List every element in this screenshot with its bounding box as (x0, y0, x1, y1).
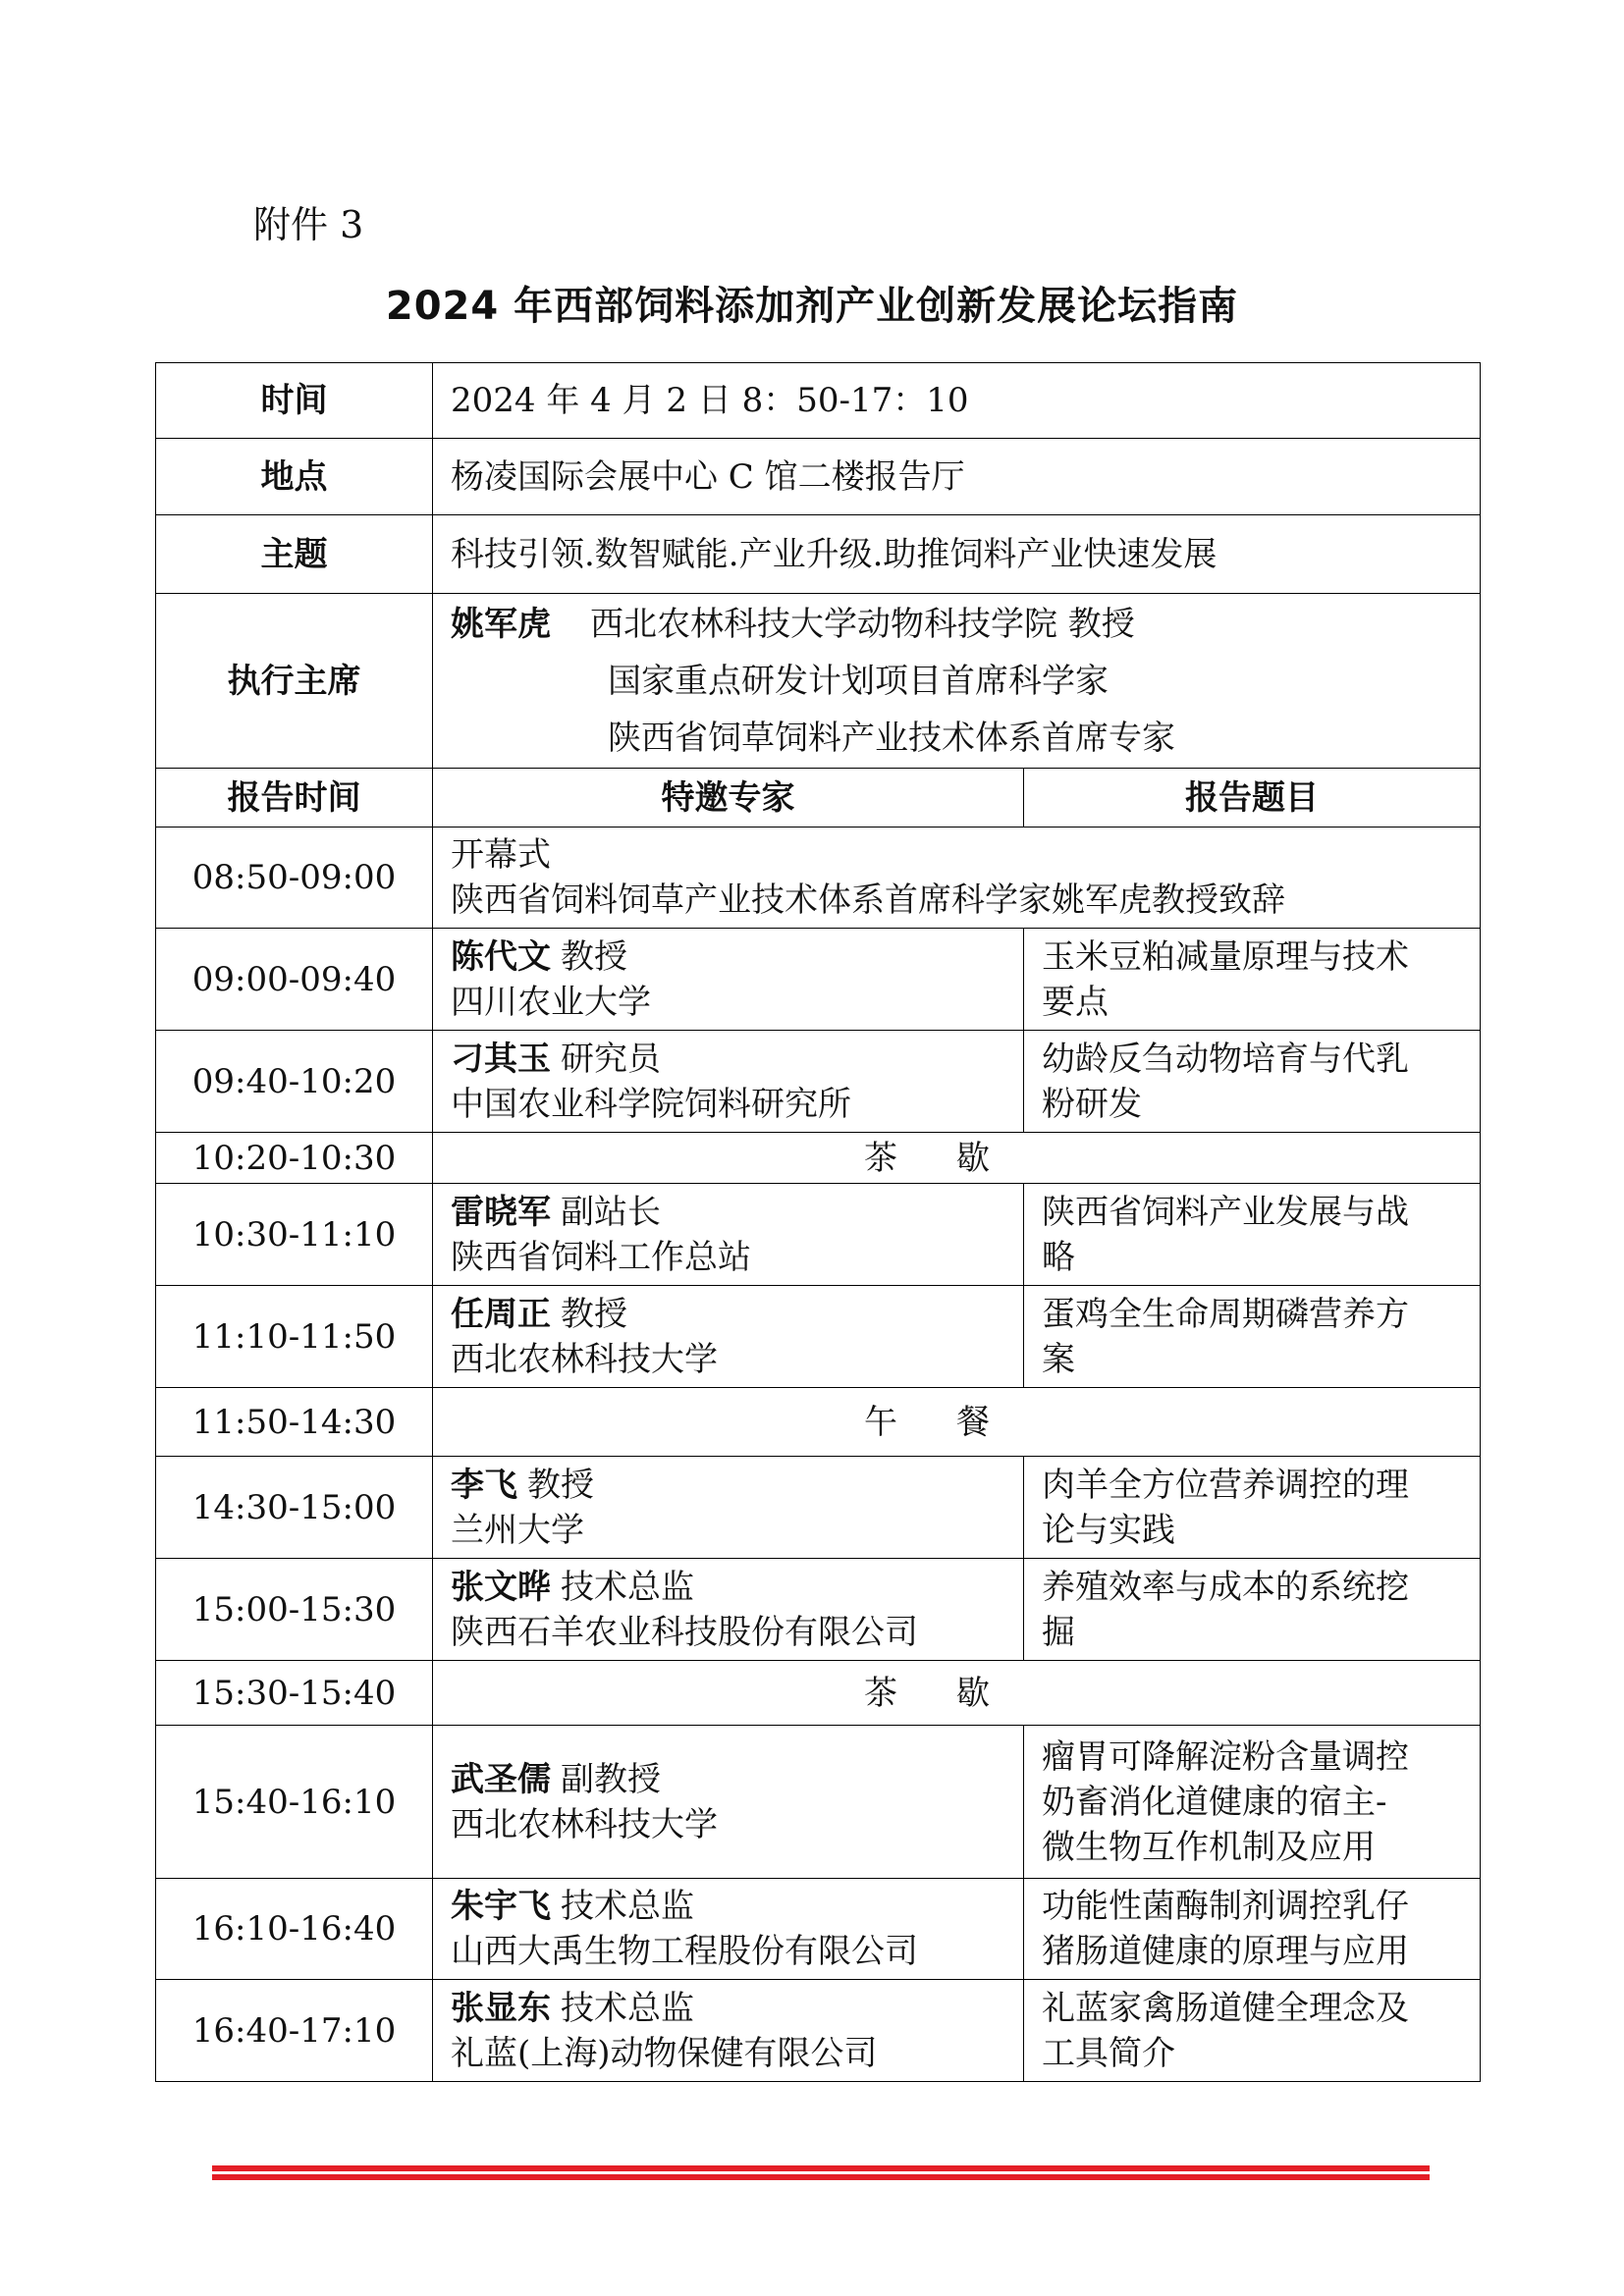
chair-cell (433, 594, 1481, 769)
topic-line: 微生物互作机制及应用 (1042, 1827, 1376, 1867)
topic-cell (1024, 1031, 1481, 1133)
topic-line: 瘤胃可降解淀粉含量调控 (1042, 1736, 1409, 1777)
theme-label: 主题 (156, 515, 433, 594)
footer-red-line (212, 2165, 1430, 2171)
expert-title: 副教授 (561, 1759, 661, 1799)
expert-org: 陕西省饲料工作总站 (451, 1237, 751, 1277)
place-row (156, 439, 1481, 515)
expert-cell (433, 1726, 1024, 1879)
topic-line: 幼龄反刍动物培育与代乳 (1042, 1039, 1409, 1079)
expert-cell (433, 1457, 1024, 1559)
attachment-label: 附件 3 (253, 203, 364, 246)
theme-value: 科技引领.数智赋能.产业升级.助推饲料产业快速发展 (433, 515, 1481, 594)
expert-name: 陈代文 (451, 936, 551, 977)
topic-line: 略 (1042, 1237, 1075, 1277)
header-time: 报告时间 (156, 769, 433, 828)
session-row (156, 1457, 1481, 1559)
expert-org: 兰州大学 (451, 1510, 584, 1550)
session-time: 16:40-17:10 (156, 1980, 433, 2082)
session-time: 09:00-09:40 (156, 929, 433, 1031)
topic-cell (1024, 1457, 1481, 1559)
expert-org: 西北农林科技大学 (451, 1339, 718, 1379)
expert-name: 刁其玉 (451, 1039, 551, 1079)
break-label: 茶歇 (433, 1133, 1481, 1184)
expert-title: 技术总监 (561, 1988, 694, 2028)
forum-schedule-table (155, 362, 1481, 2082)
expert-title: 技术总监 (561, 1887, 694, 1926)
expert-cell (433, 1980, 1024, 2082)
expert-cell (433, 1286, 1024, 1388)
session-time: 09:40-10:20 (156, 1031, 433, 1133)
opening-cell (433, 828, 1481, 929)
expert-name: 武圣儒 (451, 1759, 551, 1799)
session-time: 15:00-15:30 (156, 1559, 433, 1661)
session-time: 11:50-14:30 (156, 1388, 433, 1457)
topic-line: 陕西省饲料产业发展与战 (1042, 1192, 1409, 1232)
topic-line: 猪肠道健康的原理与应用 (1042, 1932, 1409, 1971)
topic-line: 肉羊全方位营养调控的理 (1042, 1465, 1409, 1505)
expert-name: 任周正 (451, 1294, 551, 1334)
session-time: 15:40-16:10 (156, 1726, 433, 1879)
topic-line: 工具简介 (1042, 2033, 1175, 2073)
topic-line: 粉研发 (1042, 1084, 1142, 1124)
session-time: 11:10-11:50 (156, 1286, 433, 1388)
document-title: 2024 年西部饲料添加剂产业创新发展论坛指南 (385, 284, 1239, 329)
session-time: 15:30-15:40 (156, 1661, 433, 1726)
topic-line: 蛋鸡全生命周期磷营养方 (1042, 1294, 1409, 1334)
expert-title: 技术总监 (561, 1567, 694, 1607)
header-expert: 特邀专家 (433, 769, 1024, 828)
chair-name: 姚军虎 (451, 604, 551, 644)
session-time: 08:50-09:00 (156, 828, 433, 929)
expert-name: 朱宇飞 (451, 1887, 551, 1926)
expert-cell (433, 1559, 1024, 1661)
topic-line: 礼蓝家禽肠道健全理念及 (1042, 1988, 1409, 2028)
opening-row (156, 828, 1481, 929)
expert-cell (433, 1879, 1024, 1980)
opening-line: 开幕式 (451, 835, 551, 875)
topic-line: 掘 (1042, 1612, 1075, 1652)
place-value: 杨凌国际会展中心 C 馆二楼报告厅 (433, 439, 1481, 515)
session-row (156, 1726, 1481, 1879)
header-topic: 报告题目 (1024, 769, 1481, 828)
expert-org: 四川农业大学 (451, 982, 651, 1022)
expert-title: 教授 (561, 936, 627, 977)
expert-name: 张文晔 (451, 1567, 551, 1607)
header-row (156, 769, 1481, 828)
session-row (156, 1031, 1481, 1133)
topic-cell (1024, 1184, 1481, 1286)
expert-cell (433, 929, 1024, 1031)
chair-line: 陕西省饲草饲料产业技术体系首席专家 (608, 718, 1175, 758)
topic-line: 养殖效率与成本的系统挖 (1042, 1567, 1409, 1607)
topic-line: 玉米豆粕减量原理与技术 (1042, 936, 1409, 977)
theme-row (156, 515, 1481, 594)
break-label: 午餐 (433, 1388, 1481, 1457)
topic-line: 论与实践 (1042, 1510, 1175, 1550)
time-value: 2024 年 4 月 2 日 8：50-17：10 (433, 363, 1481, 439)
session-time: 14:30-15:00 (156, 1457, 433, 1559)
expert-title: 研究员 (561, 1039, 661, 1079)
expert-cell (433, 1184, 1024, 1286)
topic-line: 要点 (1042, 982, 1109, 1022)
session-time: 16:10-16:40 (156, 1879, 433, 1980)
chair-row (156, 594, 1481, 769)
expert-org: 西北农林科技大学 (451, 1804, 718, 1844)
session-time: 10:20-10:30 (156, 1133, 433, 1184)
expert-name: 李飞 (451, 1465, 517, 1505)
topic-cell (1024, 929, 1481, 1031)
expert-org: 山西大禹生物工程股份有限公司 (451, 1932, 918, 1971)
session-time: 10:30-11:10 (156, 1184, 433, 1286)
expert-title: 副站长 (561, 1192, 661, 1232)
topic-cell (1024, 1726, 1481, 1879)
expert-name: 雷晓军 (451, 1192, 551, 1232)
expert-name: 张显东 (451, 1988, 551, 2028)
topic-line: 奶畜消化道健康的宿主- (1042, 1782, 1387, 1822)
break-row (156, 1388, 1481, 1457)
topic-cell (1024, 1559, 1481, 1661)
expert-org: 礼蓝(上海)动物保健有限公司 (451, 2033, 878, 2073)
topic-cell (1024, 1980, 1481, 2082)
opening-line: 陕西省饲料饲草产业技术体系首席科学家姚军虎教授致辞 (451, 881, 1285, 920)
chair-label: 执行主席 (156, 594, 433, 769)
place-label: 地点 (156, 439, 433, 515)
session-row (156, 929, 1481, 1031)
topic-cell (1024, 1286, 1481, 1388)
session-row (156, 1879, 1481, 1980)
topic-line: 功能性菌酶制剂调控乳仔 (1042, 1887, 1409, 1926)
expert-org: 陕西石羊农业科技股份有限公司 (451, 1612, 918, 1652)
break-label: 茶歇 (433, 1661, 1481, 1726)
expert-title: 教授 (561, 1294, 627, 1334)
session-row (156, 1980, 1481, 2082)
break-row (156, 1661, 1481, 1726)
chair-line: 西北农林科技大学动物科技学院 教授 (590, 604, 1135, 644)
expert-cell (433, 1031, 1024, 1133)
footer-red-line (212, 2174, 1430, 2180)
topic-line: 案 (1042, 1339, 1075, 1379)
session-row (156, 1184, 1481, 1286)
topic-cell (1024, 1879, 1481, 1980)
session-row (156, 1286, 1481, 1388)
expert-org: 中国农业科学院饲料研究所 (451, 1084, 851, 1124)
chair-line: 国家重点研发计划项目首席科学家 (608, 661, 1109, 701)
time-row (156, 363, 1481, 439)
chair-first-line (451, 596, 1462, 653)
time-label: 时间 (156, 363, 433, 439)
session-row (156, 1559, 1481, 1661)
expert-title: 教授 (527, 1465, 594, 1505)
break-row (156, 1133, 1481, 1184)
